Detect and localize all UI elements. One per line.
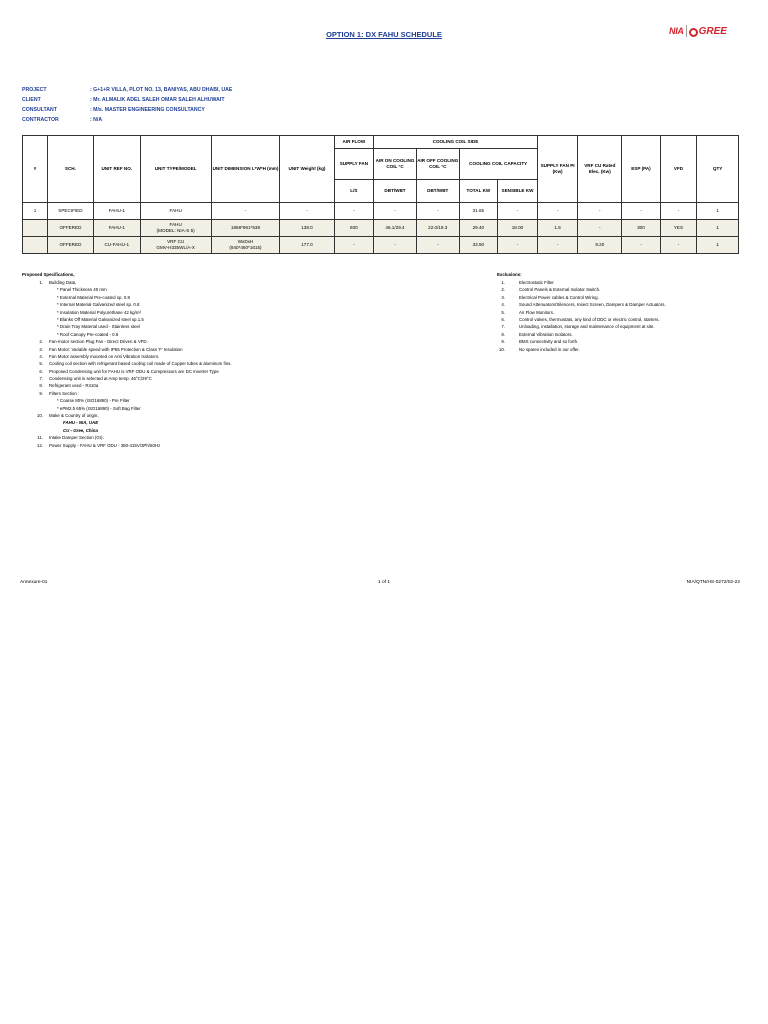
col-unit-ref: UNIT REF NO. [93, 136, 140, 203]
col-qty: QTY [697, 136, 739, 203]
specs-heading: Proposed Specifications, [22, 272, 75, 277]
list-item: 7. Condensing unit is selected at Amp temp. 46°C/29°C [39, 376, 152, 382]
list-subitem: * Coarse 80% (ISO16890) - Pre Filter [57, 398, 130, 404]
gree-mark-icon [689, 28, 698, 37]
col-air-flow: AIR FLOW [334, 136, 374, 149]
info-row [22, 105, 232, 115]
fahu-schedule-table [22, 135, 739, 254]
list-item: 9. BMS connectivity and so forth. [501, 339, 579, 345]
table-row: 1 SPECIFIED FAHU-1 FAHU - - - - - 31.65 - - - - - 1 [23, 203, 739, 220]
col-ls: L/S [334, 180, 374, 203]
info-key: PROJECT [22, 87, 47, 93]
table-row: OFFERED CU-FAHU-1 VRF CU GMV-H335WL/A-X WxDxH (940*460*1615) 177.0 - - - 33.50 - - 9.20 - - 1 [23, 237, 739, 254]
list-item: 4. Fan Motor assembly mounted on Anti Vibration Isolators. [39, 353, 160, 359]
proposed-specifications [22, 272, 232, 449]
col-unit-dimension: UNIT DIMENSION L*W*H (mm) [211, 136, 280, 203]
info-key: CLIENT [22, 97, 41, 103]
info-key: CONTRACTOR [22, 117, 59, 123]
list-item: 6. Proposed Condensing unit for FAHU is VRF ODU & Compressors are DC Inverter Type [39, 368, 219, 374]
list-item: 11. Intake Damper Section (GI). [37, 435, 104, 441]
col-total-kw: TOTAL KW [459, 180, 498, 203]
col-air-on: AIR ON COOLING COIL °C [374, 149, 417, 180]
company-logo [669, 25, 727, 37]
col-supply-fan: SUPPLY FAN [334, 149, 374, 180]
list-item: 1. Building Data, [39, 280, 77, 285]
info-row [22, 85, 232, 95]
list-item: 8. Refrigerant used - R410a [39, 383, 99, 389]
info-value: : G+1+R VILLA, PLOT NO. 13, BANIYAS, ABU DHABI, UAE [90, 87, 233, 93]
list-item: 2. Fan-motor section Plug Fan - Direct Driven & VFD. [39, 339, 148, 345]
info-value: : M/s. MASTER ENGINEERING CONSULTANCY [90, 107, 205, 113]
make-origin: FAHU - NIA, UAE [63, 420, 99, 426]
list-item: 8. External Vibration Isolators. [501, 331, 573, 337]
list-item: 10. Make & Country of origin, [36, 413, 99, 419]
gree-logo: GREE [698, 25, 727, 37]
col-cooling-coil-side: COOLING COIL SIDE [374, 136, 538, 149]
col-capacity: COOLING COIL CAPACITY [459, 149, 537, 180]
logo-divider [686, 25, 687, 37]
list-item: 6. Control valves, thermostats, any kind of DDC or electric control, starters. [501, 316, 660, 322]
list-item: 3. Electrical Power cables & Control Wiring. [501, 294, 599, 300]
col-vfd: VFD [660, 136, 696, 203]
col-sensible-kw: SENSIBLE KW [498, 180, 538, 203]
list-item: 5. Cooling coil section with refrigerant based cooling coil made of Copper tubes & aluminum fins. [39, 361, 232, 367]
col-esp: ESP (PA) [622, 136, 661, 203]
make-origin: CU - Gree, China [63, 427, 98, 433]
table-row: OFFERED FAHU-1 FAHU (MODEL: NIA-S 5) 1858*961*538 138.0 600 46.1/29.4 22.0/19.3 29.40 18.00 1.5 - 300 YES 1 [23, 220, 739, 237]
list-item: 3. Fan Motor: Variable speed with IP55 Protection & Class 'F' Insulation [39, 346, 183, 352]
list-subitem: * ePM2.5 65% (ISO16890) - Soft Bag Filter [57, 405, 141, 411]
list-subitem: * Panel Thickness 40 mm [57, 287, 107, 293]
list-subitem: * Insulation Material Polyurethane 42 kg/m³ [57, 309, 141, 315]
list-item: 9. Filters Section : [39, 390, 80, 396]
col-sch: SCH. [48, 136, 94, 203]
col-vrf-cu: VRF CU Rated Elec. (Kw) [578, 136, 622, 203]
list-item: 10. No spares included in our offer. [498, 346, 580, 352]
col-num: # [23, 136, 48, 203]
footer-page-number: 1 of 1 [377, 580, 390, 585]
footer-annexure: Annexure-01 [20, 580, 48, 585]
info-row [22, 95, 232, 105]
list-subitem: * Internal Material Galvanized steel sp. 0.8 [57, 302, 140, 308]
list-subitem: * Blanks Off Material Galvanized steel sp.1.5 [57, 316, 144, 322]
col-supply-fan-pi: SUPPLY FAN PI (Kw) [537, 136, 578, 203]
list-item: 12. Power Supply - FAHU & VRF ODU - 380-415V/3Ph/50Hz [36, 442, 161, 448]
info-row [22, 115, 232, 125]
exclusions-heading: Exclusions: [497, 272, 522, 277]
list-subitem: * External Material Pre-coated sp. 0.8 [57, 294, 130, 300]
list-item: 7. Unloading, installation, storage and maintenance of equipment at site. [501, 324, 655, 330]
col-unit-weight: UNIT Weight (kg) [280, 136, 334, 203]
nia-logo: NIA [669, 26, 684, 36]
list-item: 1. Electrostatic Filter [501, 280, 554, 285]
list-item: 2. Control Panels & External Isolator Switch. [501, 287, 601, 293]
exclusions [497, 272, 666, 353]
page-title: OPTION 1: DX FAHU SCHEDULE [326, 30, 442, 39]
list-item: 4. Sound Attenuators/Silencers, Insect Screen, Dampers & Damper Actuators. [501, 302, 666, 308]
col-dbt-off: DBT/WBT [416, 180, 459, 203]
project-info [22, 85, 232, 125]
info-value: : N/A [90, 117, 103, 123]
col-air-off: AIR OFF COOLING COIL °C [416, 149, 459, 180]
list-item: 5. Air Flow Monitors. [501, 309, 555, 315]
footer-reference: NIA/QTN/HS-0272/02-22 [686, 580, 740, 585]
info-key: CONSULTANT [22, 107, 57, 113]
list-subitem: * Roof Canopy Pre-coated - 0.8 [57, 331, 119, 337]
col-dbt-on: DBT/WBT [374, 180, 417, 203]
col-unit-type: UNIT TYPE/MODEL [140, 136, 211, 203]
info-value: : Mr. ALMALIK ADEL SALEH OMAR SALEH ALHUWAIT [90, 97, 225, 103]
list-subitem: * Drain Tray Material used - Stainless steel [57, 324, 140, 330]
